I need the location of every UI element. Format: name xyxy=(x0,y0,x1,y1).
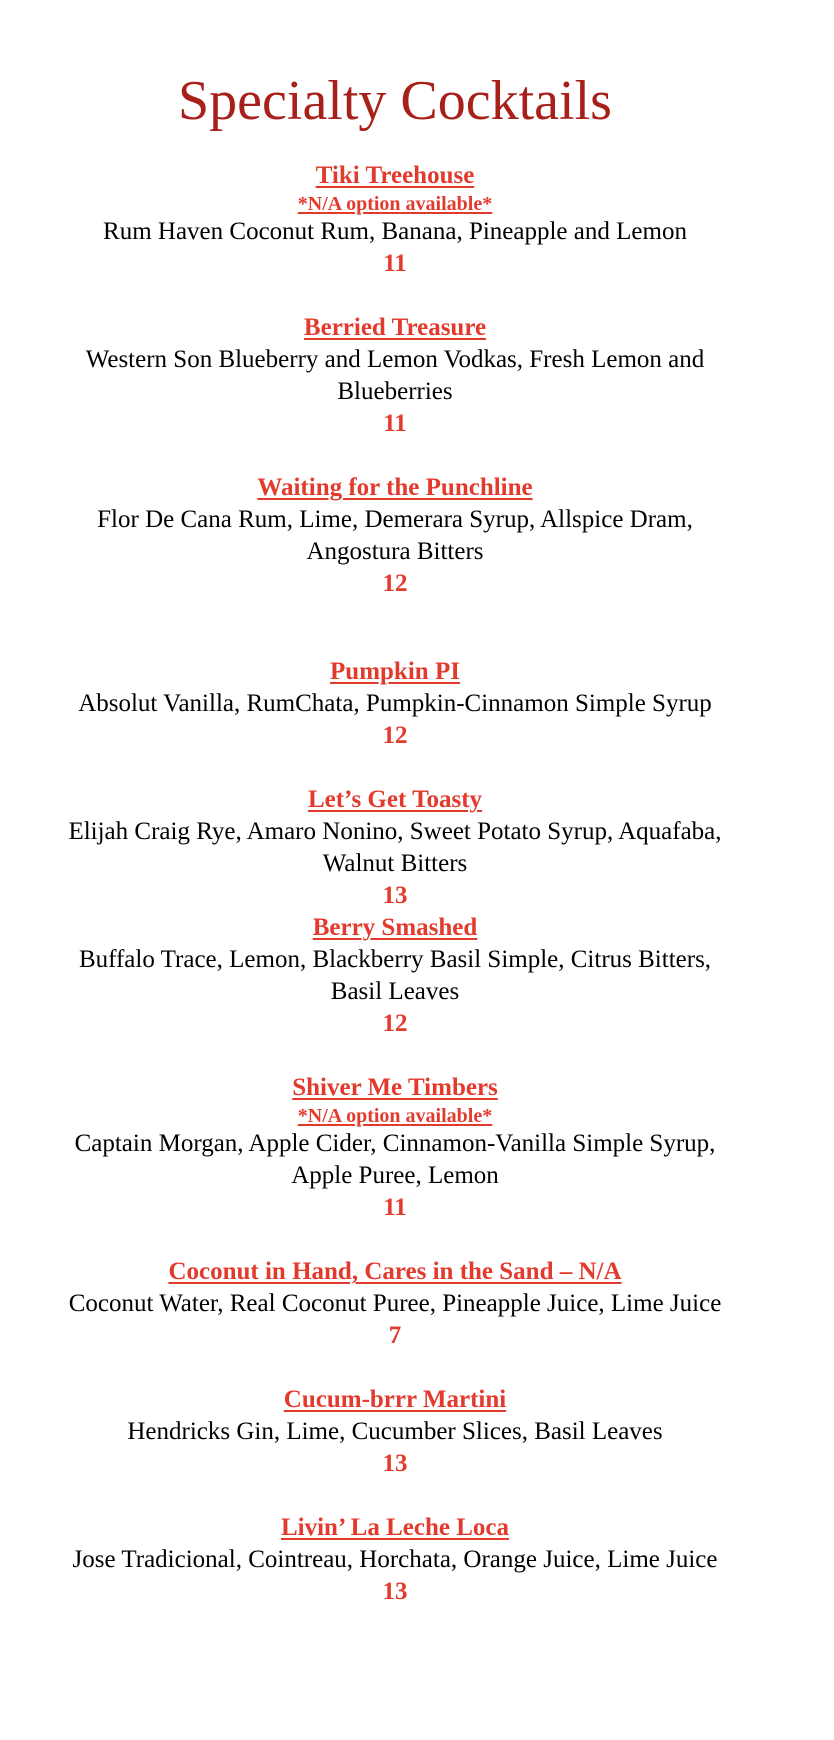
cocktail-item xyxy=(0,1072,790,1224)
cocktail-ingredients: Elijah Craig Rye, Amaro Nonino, Sweet Potato Syrup, Aquafaba, Walnut Bitters xyxy=(68,818,722,877)
cocktail-ingredients: Rum Haven Coconut Rum, Banana, Pineapple and Lemon xyxy=(103,218,687,245)
cocktail-ingredients: Jose Tradicional, Cointreau, Horchata, Orange Juice, Lime Juice xyxy=(72,1546,718,1573)
cocktail-price: 11 xyxy=(383,1194,407,1221)
cocktail-ingredients: Western Son Blueberry and Lemon Vodkas, Fresh Lemon and Blueberries xyxy=(85,346,705,405)
cocktail-ingredients: Coconut Water, Real Coconut Puree, Pineapple Juice, Lime Juice xyxy=(68,1290,722,1317)
cocktail-name: Pumpkin PI xyxy=(330,658,460,685)
cocktail-price: 7 xyxy=(388,1322,402,1349)
cocktail-item xyxy=(0,912,790,1040)
cocktail-price: 12 xyxy=(382,570,408,597)
cocktail-item xyxy=(0,656,790,752)
cocktail-note: *N/A option available* xyxy=(297,1105,493,1127)
cocktail-name: Livin’ La Leche Loca xyxy=(280,1514,509,1541)
cocktail-price: 11 xyxy=(383,250,407,277)
cocktail-item xyxy=(0,784,790,912)
cocktail-price: 12 xyxy=(382,1010,408,1037)
page-title: Specialty Cocktails xyxy=(178,70,612,132)
cocktail-ingredients: Captain Morgan, Apple Cider, Cinnamon-Vanilla Simple Syrup, Apple Puree, Lemon xyxy=(74,1130,716,1189)
cocktail-name: Shiver Me Timbers xyxy=(292,1074,498,1101)
cocktail-item xyxy=(0,160,790,280)
cocktail-price: 12 xyxy=(382,722,408,749)
cocktail-ingredients: Flor De Cana Rum, Lime, Demerara Syrup, Allspice Dram, Angostura Bitters xyxy=(97,506,693,565)
cocktail-item xyxy=(0,312,790,440)
cocktail-ingredients: Absolut Vanilla, RumChata, Pumpkin-Cinnamon Simple Syrup xyxy=(78,690,712,717)
cocktail-name: Cucum-brrr Martini xyxy=(283,1386,507,1413)
cocktail-item xyxy=(0,1256,790,1352)
cocktail-ingredients: Buffalo Trace, Lemon, Blackberry Basil Simple, Citrus Bitters, Basil Leaves xyxy=(78,946,712,1005)
cocktail-name: Let’s Get Toasty xyxy=(307,786,483,813)
cocktail-price: 11 xyxy=(383,410,407,437)
cocktail-item xyxy=(0,1384,790,1480)
cocktail-price: 13 xyxy=(382,1578,408,1605)
cocktail-price: 13 xyxy=(382,882,408,909)
cocktail-name: Berried Treasure xyxy=(303,314,487,341)
cocktail-list xyxy=(0,160,790,1608)
cocktail-name: Waiting for the Punchline xyxy=(257,474,533,501)
cocktail-name: Tiki Treehouse xyxy=(315,162,475,189)
cocktail-name: Berry Smashed xyxy=(312,914,478,941)
cocktail-note: *N/A option available* xyxy=(297,193,493,215)
cocktail-price: 13 xyxy=(382,1450,408,1477)
cocktail-item xyxy=(0,1512,790,1608)
cocktail-item xyxy=(0,472,790,600)
cocktail-name: Coconut in Hand, Cares in the Sand – N/A xyxy=(168,1258,622,1285)
cocktail-ingredients: Hendricks Gin, Lime, Cucumber Slices, Basil Leaves xyxy=(127,1418,663,1445)
